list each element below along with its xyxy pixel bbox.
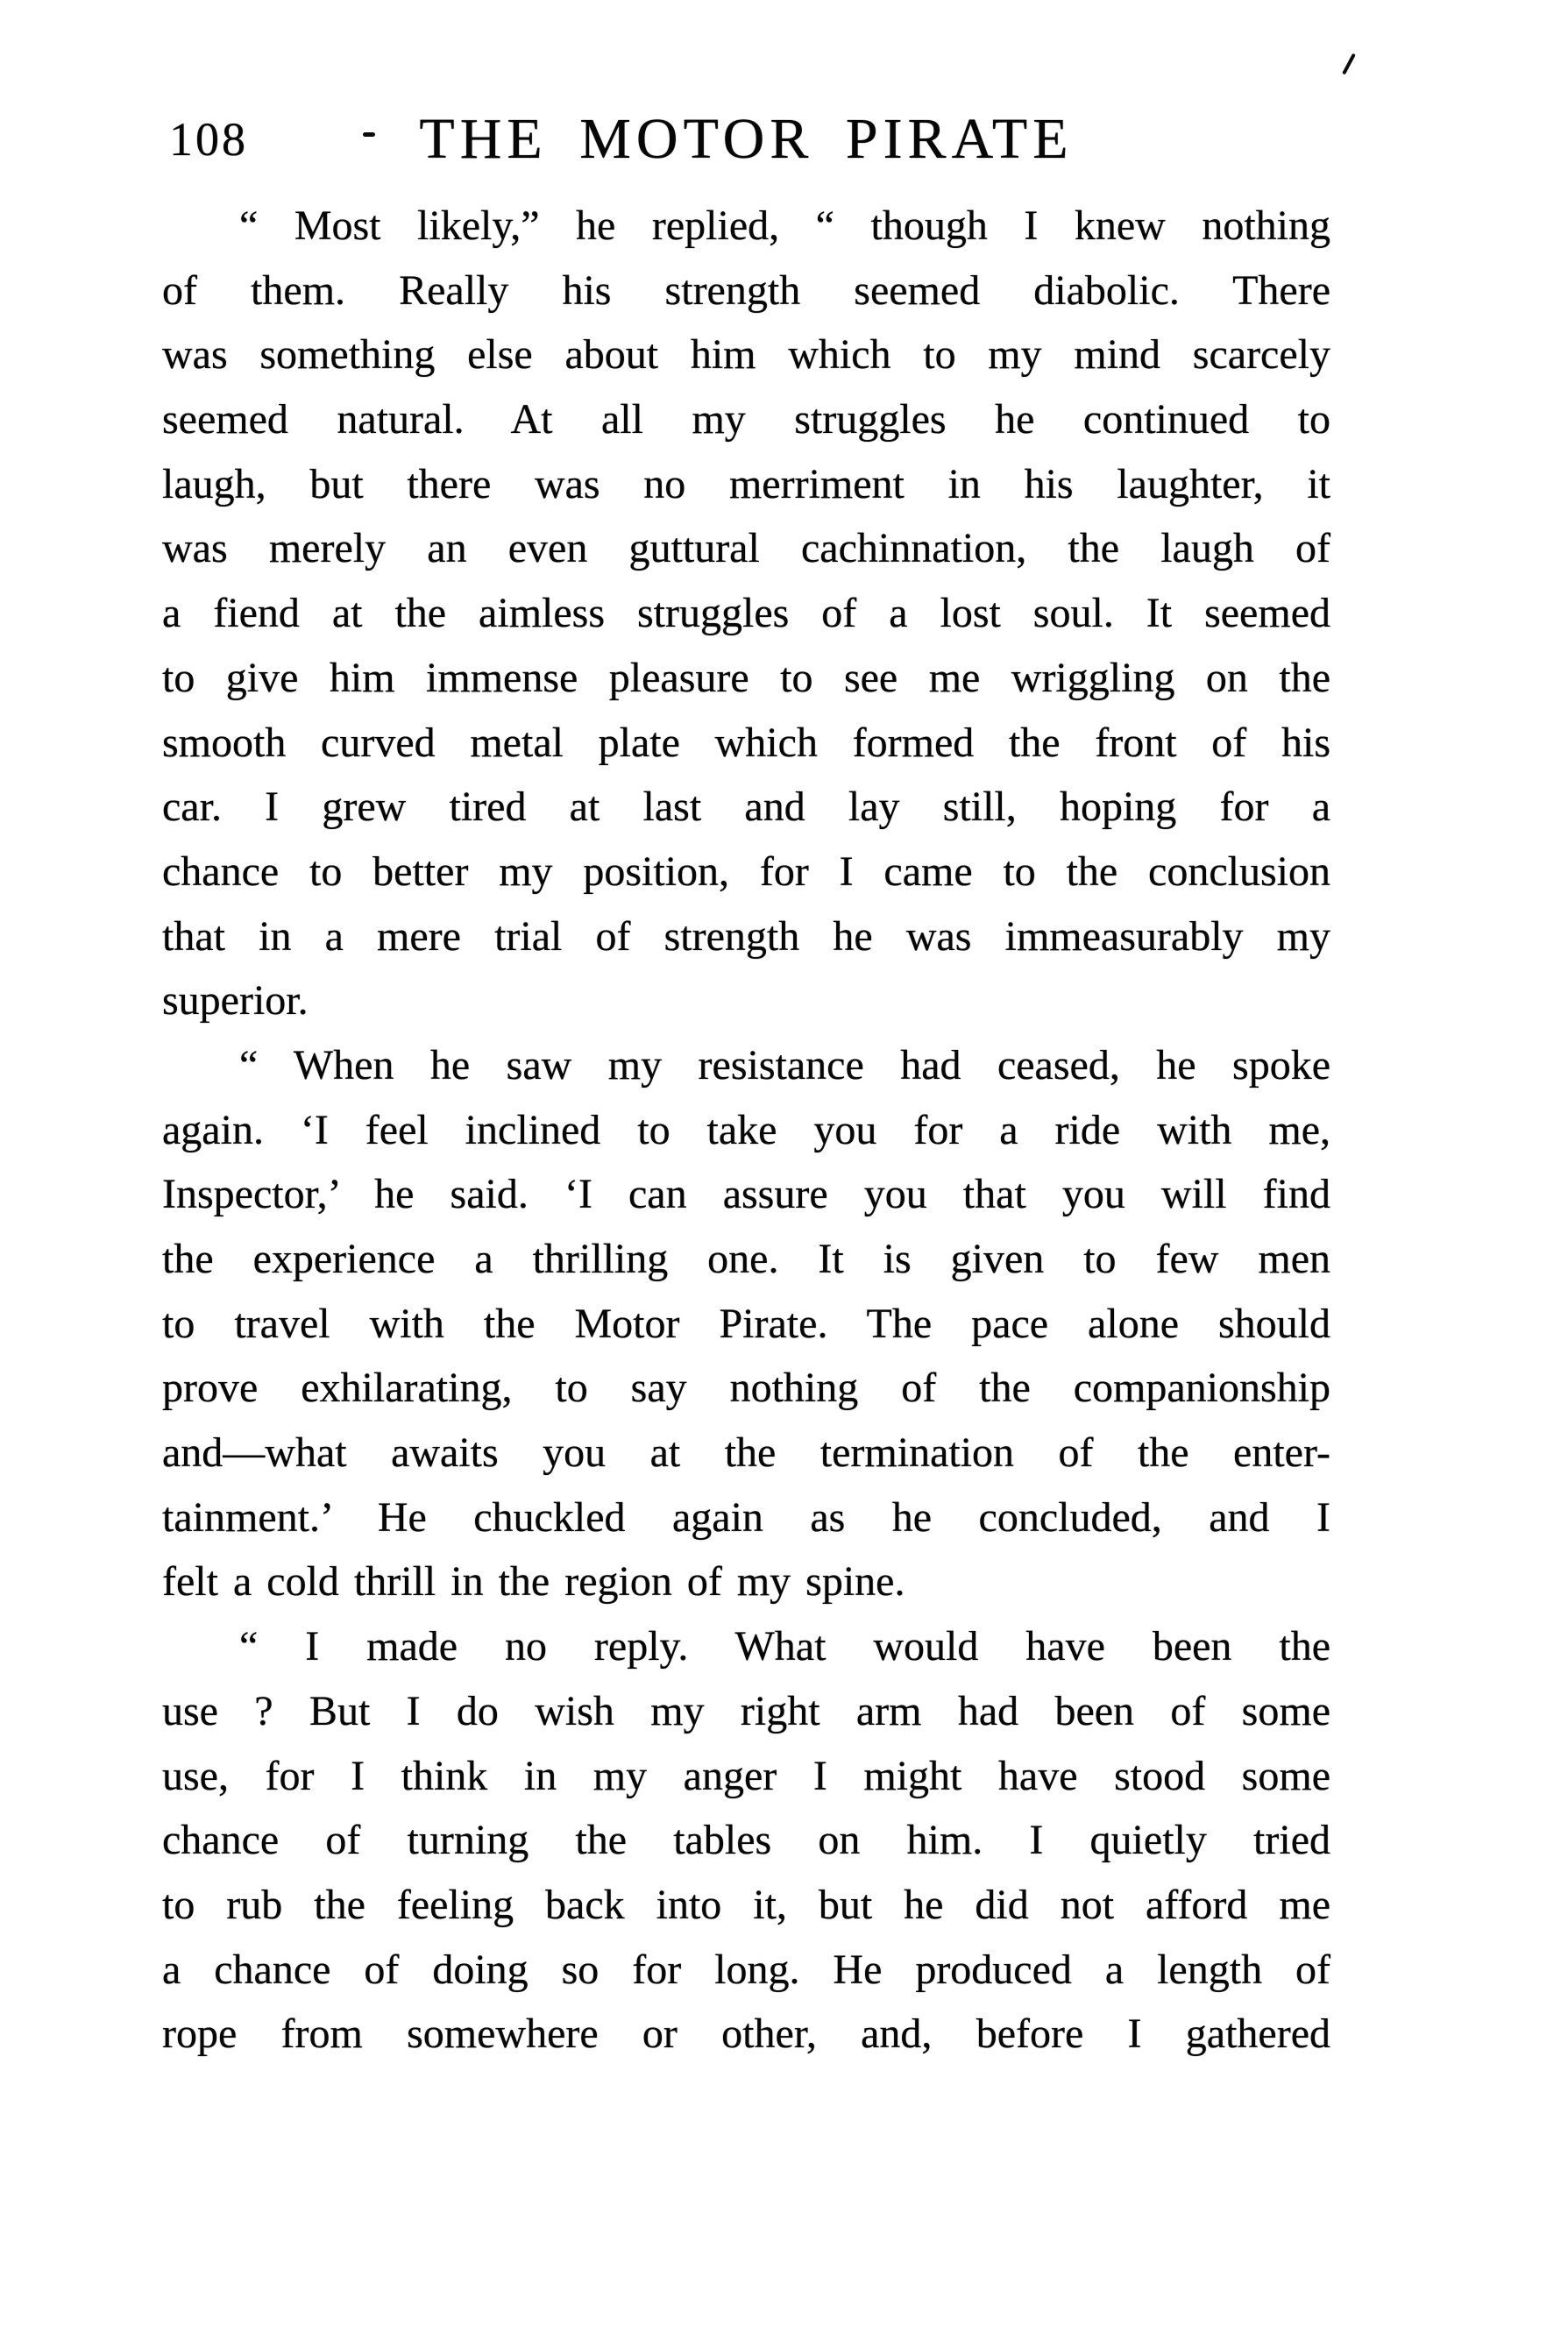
page-text — [162, 194, 1330, 2067]
text-line: “ When he saw my resistance had ceased, he spoke — [239, 1041, 1330, 1088]
text-line: to travel with the Motor Pirate. The pace alone should — [162, 1300, 1330, 1347]
text-line: again. ‘I feel inclined to take you for a ride with me, — [162, 1106, 1330, 1153]
text-line: laugh, but there was no merriment in his laughter, it — [162, 460, 1330, 507]
text-line: use ? But I do wish my right arm had been of some — [162, 1687, 1330, 1734]
text-line: was merely an even guttural cachinnation, the laugh of — [162, 525, 1330, 572]
text-line: that in a mere trial of strength he was immeasurably my — [162, 912, 1330, 960]
text-line: chance to better my position, for I came to the conclusion — [162, 847, 1330, 895]
page-number: 108 — [169, 113, 248, 166]
text-line: car. I grew tired at last and lay still, hoping for a — [162, 784, 1330, 831]
pen-mark-artifact — [1342, 53, 1356, 75]
text-line: a fiend at the aimless struggles of a lost soul. It seemed — [162, 590, 1330, 637]
text-line: felt a cold thrill in the region of my spine. — [162, 1558, 905, 1606]
text-line: tainment.’ He chuckled again as he concluded, and I — [162, 1493, 1330, 1541]
text-line: superior. — [162, 977, 309, 1025]
page-header — [162, 103, 1330, 191]
text-line: the experience a thrilling one. It is given to few men — [162, 1236, 1330, 1282]
text-line: rope from somewhere or other, and, before I gathered — [162, 2010, 1330, 2058]
text-line: “ I made no reply. What would have been the — [239, 1623, 1330, 1670]
text-line: Inspector,’ he said. ‘I can assure you that you will find — [162, 1171, 1330, 1218]
text-line: to rub the feeling back into it, but he did not afford me — [162, 1881, 1330, 1928]
text-line: use, for I think in my anger I might have stood some — [162, 1752, 1330, 1799]
text-line: chance of turning the tables on him. I quietly tried — [162, 1817, 1330, 1864]
text-line: prove exhilarating, to say nothing of the companionship — [162, 1365, 1330, 1412]
paragraph — [162, 194, 1330, 1033]
text-line: of them. Really his strength seemed diabolic. There — [162, 266, 1330, 314]
text-line: a chance of doing so for long. He produced a length of — [162, 1946, 1330, 1993]
running-title: THE MOTOR PIRATE — [419, 107, 1074, 171]
ink-speck-artifact — [363, 132, 375, 137]
text-line: “ Most likely,” he replied, “ though I knew nothing — [239, 202, 1330, 249]
text-line: was something else about him which to my mind scarcely — [162, 331, 1330, 379]
paragraph — [162, 1614, 1330, 2067]
text-line: smooth curved metal plate which formed the front of his — [162, 719, 1330, 766]
text-line: to give him immense pleasure to see me wriggling on the — [162, 654, 1330, 701]
paragraph — [162, 1033, 1330, 1614]
text-line: and—what awaits you at the termination of the enter- — [162, 1429, 1330, 1477]
text-line: seemed natural. At all my struggles he continued to — [162, 396, 1330, 443]
